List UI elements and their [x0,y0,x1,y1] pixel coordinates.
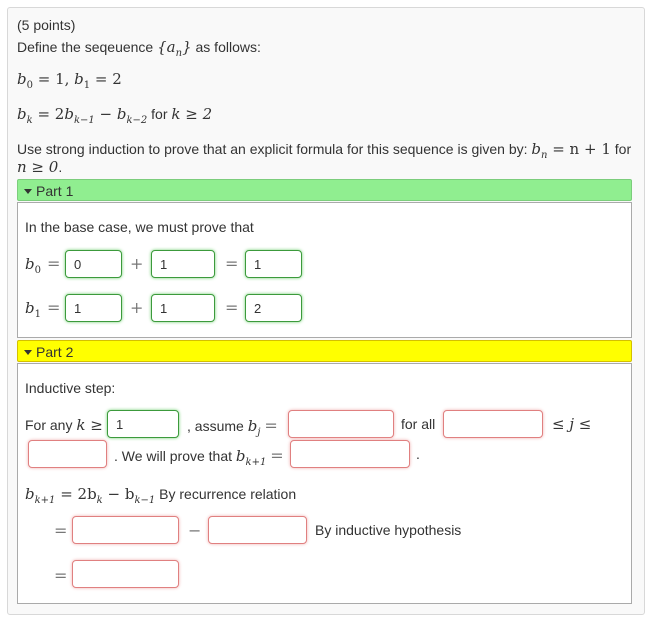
points-label: (5 points) [17,17,76,33]
caret-down-icon [24,350,32,355]
final-simplified-input[interactable] [72,560,179,588]
assumption-formula-input[interactable] [288,410,394,438]
inductive-hypothesis-note: By inductive hypothesis [315,522,462,538]
b0-term2-input[interactable] [151,250,215,278]
sequence-symbol: $\{a_n\}$ [157,38,192,59]
recurrence-step: $b_{k+1} = 2b_k - b_{k-1}$ By recurrence relation [25,485,297,506]
b0-result-input[interactable] [245,250,302,278]
j-upper-input[interactable] [28,440,107,468]
caret-down-icon [24,189,32,194]
for-any-label: For any k ≥ [25,416,103,434]
hypothesis-term1-input[interactable] [72,516,179,544]
will-prove-label: . We will prove that $b_{k+1}$ = [114,446,284,468]
for-all-label: for all [401,416,436,432]
initial-values: $b_0 = 1$, $b_1 = 2$ [17,70,122,91]
j-lower-input[interactable] [443,410,543,438]
recurrence-relation: $b_k = 2b_{k-1} - b_{k-2}$ for k ≥ 2 [17,105,213,126]
part2-header[interactable]: Part 2 [17,340,632,362]
instruction-line1: Use strong induction to prove that an explicit formula for this sequence is given by: $b_n = n + 1$ for [17,140,632,161]
assume-label: , assume $b_j$ = [187,416,278,438]
j-range-label: ≤ j ≤ [552,415,592,433]
inductive-step-heading: Inductive step: [25,380,116,396]
base-case-intro: In the base case, we must prove that [25,219,254,235]
goal-formula-input[interactable] [290,440,410,468]
b0-term1-input[interactable] [65,250,122,278]
define-line: Define the seqeuence $\{a_n\}$ as follows: [17,38,261,59]
b0-label: $b_0$ [25,255,41,276]
instruction-line2: n ≥ 0. [17,158,63,176]
b1-result-input[interactable] [245,294,302,322]
part1-header[interactable]: Part 1 [17,179,632,201]
b1-label: $b_1$ [25,299,41,320]
b1-term2-input[interactable] [151,294,215,322]
b1-term1-input[interactable] [65,294,122,322]
k-lower-bound-input[interactable] [107,410,179,438]
hypothesis-term2-input[interactable] [208,516,307,544]
